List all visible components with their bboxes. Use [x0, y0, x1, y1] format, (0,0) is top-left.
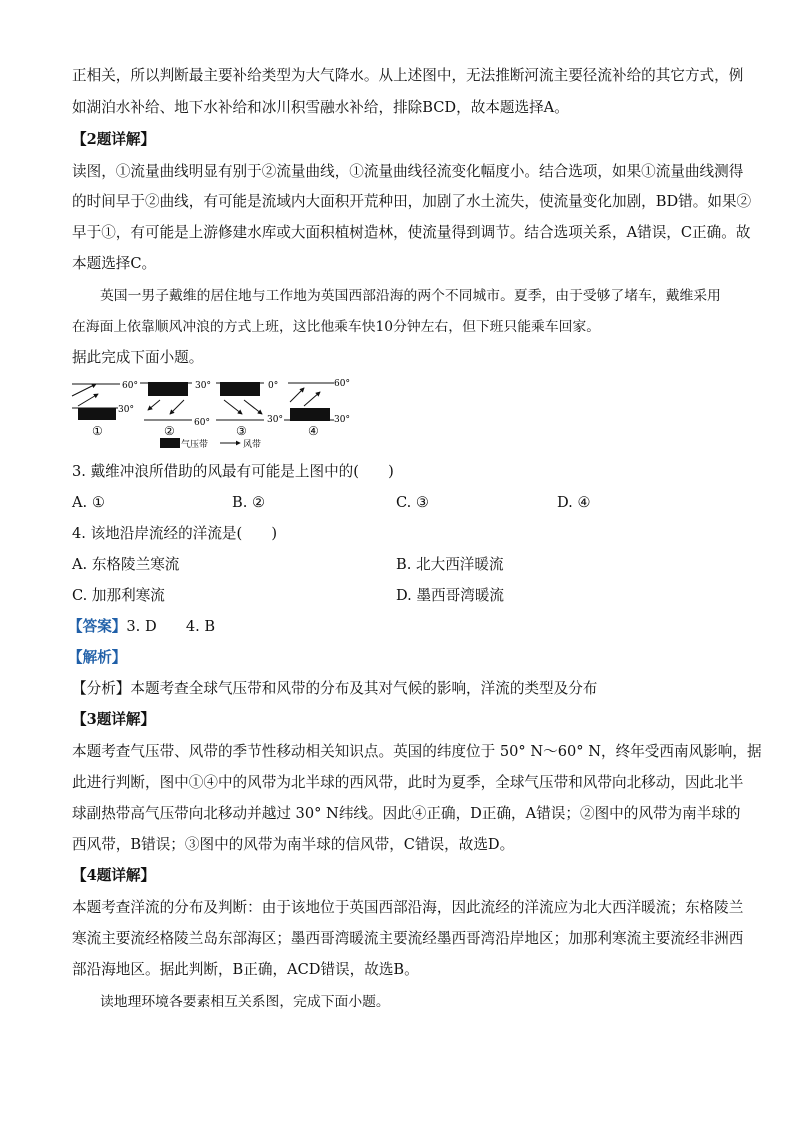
pressure-belt-swatch — [160, 438, 180, 448]
lat-label: 0° — [268, 381, 279, 391]
pressure-belt-bar — [290, 408, 330, 421]
wind-arrow-icon — [72, 384, 96, 396]
wind-arrow-icon — [148, 400, 160, 410]
lat-label: 60° — [122, 381, 138, 391]
analysis-label: 【解析】 — [68, 649, 127, 666]
option-d: D. ④ — [557, 494, 591, 511]
option-c: C. ③ — [396, 494, 430, 511]
text-line: 的时间早于②曲线，有可能是流域内大面积开荒种田，加剧了水土流失，使流量变化加剧，BD错。如果② — [72, 193, 752, 210]
pressure-belt-bar — [220, 382, 260, 396]
lat-label: 30° — [118, 405, 134, 415]
pressure-belt-bar — [78, 408, 116, 420]
text-line: 球副热带高气压带向北移动并越过 30° N纬线。因此④正确，D正确，A错误；②图中的风带为南半球的 — [72, 805, 741, 822]
question-4-stem: 4. 该地沿岸流经的洋流是( ) — [72, 525, 278, 542]
lat-label: 60° — [194, 418, 210, 428]
panel-1 — [72, 381, 138, 438]
answer-label: 【答案】 — [68, 618, 127, 635]
section-heading: 【2题详解】 — [72, 131, 156, 148]
text-line: 本题考查气压带、风带的季节性移动相关知识点。英国的纬度位于 50° N～60° N，终年受西南风影响，据 — [72, 743, 762, 760]
text-line: 此进行判断，图中①④中的风带为北半球的西风带，此时为夏季，全球气压带和风带向北移动，因此北半 — [72, 774, 744, 791]
legend-pressure-label: 气压带 — [181, 440, 209, 450]
wind-arrow-icon — [78, 394, 98, 406]
passage-line: 英国一男子戴维的居住地与工作地为英国西部沿海的两个不同城市。夏季，由于受够了堵车，戴维采用 — [100, 288, 721, 304]
panel-4 — [284, 379, 350, 438]
option-a: A. ① — [72, 494, 105, 511]
wind-arrow-icon — [304, 392, 320, 406]
lat-label: 60° — [334, 379, 350, 389]
pressure-belt-bar — [148, 382, 188, 396]
section-heading: 【4题详解】 — [72, 867, 156, 884]
option-b: B. ② — [232, 494, 266, 511]
wind-arrow-icon — [224, 400, 242, 414]
text-line: 正相关，所以判断最主要补给类型为大气降水。从上述图中，无法推断河流主要径流补给的其它方式，例 — [72, 67, 744, 84]
text-line: 早于①，有可能是上游修建水库或大面积植树造林，使流量得到调节。结合选项关系，A错误，C正确。故 — [72, 224, 751, 241]
wind-arrow-icon — [244, 400, 262, 414]
analysis-summary: 【分析】本题考查全球气压带和风带的分布及其对气候的影响，洋流的类型及分布 — [72, 680, 598, 697]
text-line: 部沿海地区。据此判断，B正确，ACD错误，故选B。 — [72, 961, 419, 978]
lat-label: 30° — [195, 381, 211, 391]
text-line: 西风带，B错误；③图中的风带为南半球的信风带，C错误，故选D。 — [72, 836, 515, 853]
answer-text: 3. D 4. B — [126, 618, 216, 635]
option-c: C. 加那利寒流 — [72, 587, 165, 604]
text-line: 本题选择C。 — [72, 255, 157, 272]
text-line: 读图，①流量曲线明显有别于②流量曲线，①流量曲线径流变化幅度小。结合选项，如果①流量曲线测得 — [72, 163, 744, 180]
wind-arrow-icon — [170, 400, 184, 414]
lat-label: 30° — [334, 415, 350, 425]
passage-line: 读地理环境各要素相互关系图，完成下面小题。 — [100, 994, 390, 1010]
panel-3 — [216, 381, 283, 438]
panel-number: ② — [164, 424, 175, 438]
panel-number: ① — [92, 424, 103, 438]
panel-number: ④ — [308, 424, 319, 438]
wind-pressure-diagram — [68, 372, 368, 452]
diagram-legend — [160, 438, 261, 450]
panel-2 — [140, 381, 211, 438]
lat-label: 30° — [267, 415, 283, 425]
panel-number: ③ — [236, 424, 247, 438]
answer-line — [68, 617, 215, 637]
option-b: B. 北大西洋暖流 — [396, 556, 504, 573]
section-heading: 【3题详解】 — [72, 711, 156, 728]
question-3-stem: 3. 戴维冲浪所借助的风最有可能是上图中的( ) — [72, 463, 394, 480]
option-a: A. 东格陵兰寒流 — [72, 556, 180, 573]
text-line: 如湖泊水补给、地下水补给和冰川积雪融水补给，排除BCD，故本题选择A。 — [72, 99, 569, 116]
passage-line: 在海面上依靠顺风冲浪的方式上班，这比他乘车快10分钟左右，但下班只能乘车回家。 — [72, 319, 601, 335]
text-line: 本题考查洋流的分布及判断：由于该地位于英国西部沿海，因此流经的洋流应为北大西洋暖流；东格陵兰 — [72, 899, 744, 916]
text-line: 据此完成下面小题。 — [72, 349, 204, 366]
legend-wind-label: 风带 — [243, 440, 262, 450]
text-line: 寒流主要流经格陵兰岛东部海区；墨西哥湾暖流主要流经墨西哥湾沿岸地区；加那利寒流主要流经非洲西 — [72, 930, 744, 947]
option-d: D. 墨西哥湾暖流 — [396, 587, 505, 604]
wind-arrow-icon — [290, 388, 304, 402]
